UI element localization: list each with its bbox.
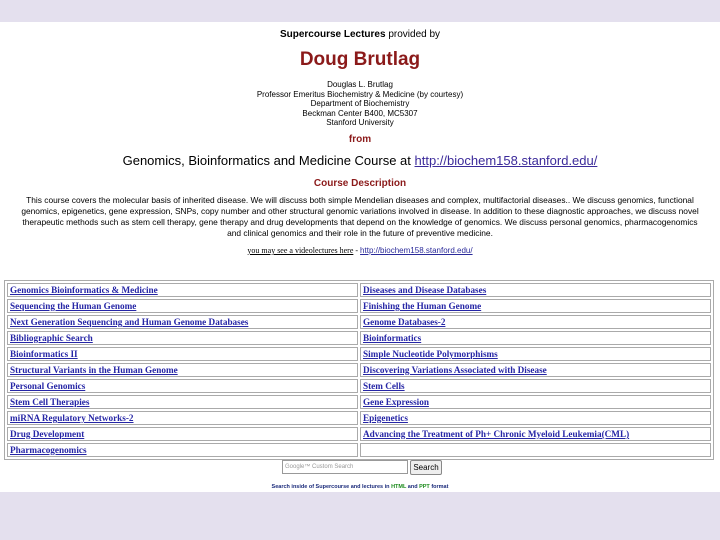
lecture-link[interactable]: Bibliographic Search: [10, 333, 93, 343]
author-address: [0, 80, 720, 128]
description-heading: Course Description: [313, 178, 407, 189]
video-link[interactable]: http://biochem158.stanford.edu/: [360, 246, 473, 255]
table-cell: [7, 315, 358, 329]
course-text: Genomics, Bioinformatics and Medicine Course at: [122, 153, 415, 168]
address-line: Professor Emeritus Biochemistry & Medicine (by courtesy): [256, 89, 464, 99]
table-cell: [360, 443, 711, 457]
footer-html: HTML: [391, 484, 407, 490]
course-link[interactable]: http://biochem158.stanford.edu/: [414, 153, 598, 168]
description-text: This course covers the molecular basis of inherited disease. We will discuss both simple Mendelian diseases and complex, multifactorial diseases.. We discuss genomics, functional genomics, epigenetics, gene expression, SNPs, copy number and other structural genomic variations involved in disease. In addition to these diagnostic approaches, we discuss novel therapeutic methods such as stem cell therapy, gene therapy and drug developments that depend on the knowledge of genomics. We discuss personal genomics, pharmacogenomics and clinical genomics and their role in the future of preventive medicine.: [21, 195, 699, 238]
table-cell: [360, 395, 711, 409]
lecture-link[interactable]: Finishing the Human Genome: [363, 301, 482, 311]
table-cell: [360, 315, 711, 329]
address-line: Stanford University: [326, 118, 394, 128]
author-name: Doug Brutlag: [299, 49, 421, 70]
lecture-link[interactable]: Next Generation Sequencing and Human Genome Databases: [10, 317, 249, 327]
table-cell: [7, 411, 358, 425]
footer-ppt: PPT: [419, 484, 430, 490]
page: [0, 22, 720, 492]
table-row: [7, 283, 711, 297]
address-line: Douglas L. Brutlag: [327, 80, 393, 89]
lecture-link[interactable]: Stem Cells: [363, 381, 405, 391]
table-row: [7, 347, 711, 361]
table-cell: [360, 331, 711, 345]
lecture-link[interactable]: Pharmacogenomics: [10, 445, 87, 455]
table-cell: [7, 347, 358, 361]
table-cell: [7, 299, 358, 313]
address-line: Department of Biochemistry: [310, 99, 410, 109]
search-input[interactable]: Google™ Custom Search: [282, 460, 408, 474]
lecture-link[interactable]: Advancing the Treatment of Ph+ Chronic Myeloid Leukemia(CML): [363, 429, 630, 439]
table-cell: [7, 443, 358, 457]
table-cell: [360, 299, 711, 313]
table-row: [7, 363, 711, 377]
lecture-link[interactable]: miRNA Regulatory Networks-2: [10, 413, 134, 423]
search-button[interactable]: Search: [410, 460, 442, 475]
table-row: [7, 427, 711, 441]
table-cell: [7, 363, 358, 377]
table-row: [7, 411, 711, 425]
search-bar: [0, 460, 720, 476]
lecture-link[interactable]: Bioinformatics: [363, 333, 422, 343]
footer-format: format: [429, 484, 449, 490]
footer-and: and: [406, 484, 420, 490]
lecture-link[interactable]: Sequencing the Human Genome: [10, 301, 137, 311]
footer-text: Search inside of Supercourse and lectures in: [271, 484, 392, 490]
lecture-links-table: [4, 280, 714, 460]
lecture-link[interactable]: Discovering Variations Associated with Disease: [363, 365, 547, 375]
table-row: [7, 395, 711, 409]
lecture-link[interactable]: Epigenetics: [363, 413, 408, 423]
table-cell: [7, 395, 358, 409]
address-line: Beckman Center B400, MC5307: [302, 108, 418, 118]
table-cell: [360, 379, 711, 393]
table-row: [7, 331, 711, 345]
lecture-link[interactable]: Personal Genomics: [10, 381, 86, 391]
lecture-link[interactable]: Simple Nucleotide Polymorphisms: [363, 349, 498, 359]
lecture-link[interactable]: Structural Variants in the Human Genome: [10, 365, 178, 375]
supercourse-label: Supercourse Lectures: [279, 29, 386, 40]
table-row: [7, 443, 711, 457]
lecture-link[interactable]: Drug Development: [10, 429, 85, 439]
table-cell: [360, 363, 711, 377]
lecture-link[interactable]: Bioinformatics II: [10, 349, 78, 359]
from-label: from: [348, 134, 372, 145]
video-text[interactable]: you may see a videolectures here: [247, 246, 354, 255]
lecture-link[interactable]: Genome Databases-2: [363, 317, 446, 327]
table-cell: [7, 331, 358, 345]
provided-by: [0, 29, 720, 40]
course-line: [0, 153, 720, 168]
provided-by-text: provided by: [385, 29, 441, 40]
video-line: [0, 246, 720, 255]
table-cell: [360, 347, 711, 361]
table-cell: [7, 379, 358, 393]
table-cell: [7, 427, 358, 441]
table-row: [7, 299, 711, 313]
table-row: [7, 379, 711, 393]
table-cell: [360, 283, 711, 297]
lecture-link[interactable]: Diseases and Disease Databases: [363, 285, 487, 295]
lecture-link[interactable]: Stem Cell Therapies: [10, 397, 90, 407]
video-separator: -: [353, 246, 361, 255]
table-row: [7, 315, 711, 329]
table-cell: [360, 411, 711, 425]
lecture-link[interactable]: Genomics Bioinformatics & Medicine: [10, 285, 158, 295]
table-cell: [360, 427, 711, 441]
table-cell: [7, 283, 358, 297]
search-footer: [0, 484, 720, 490]
lecture-link[interactable]: Gene Expression: [363, 397, 429, 407]
